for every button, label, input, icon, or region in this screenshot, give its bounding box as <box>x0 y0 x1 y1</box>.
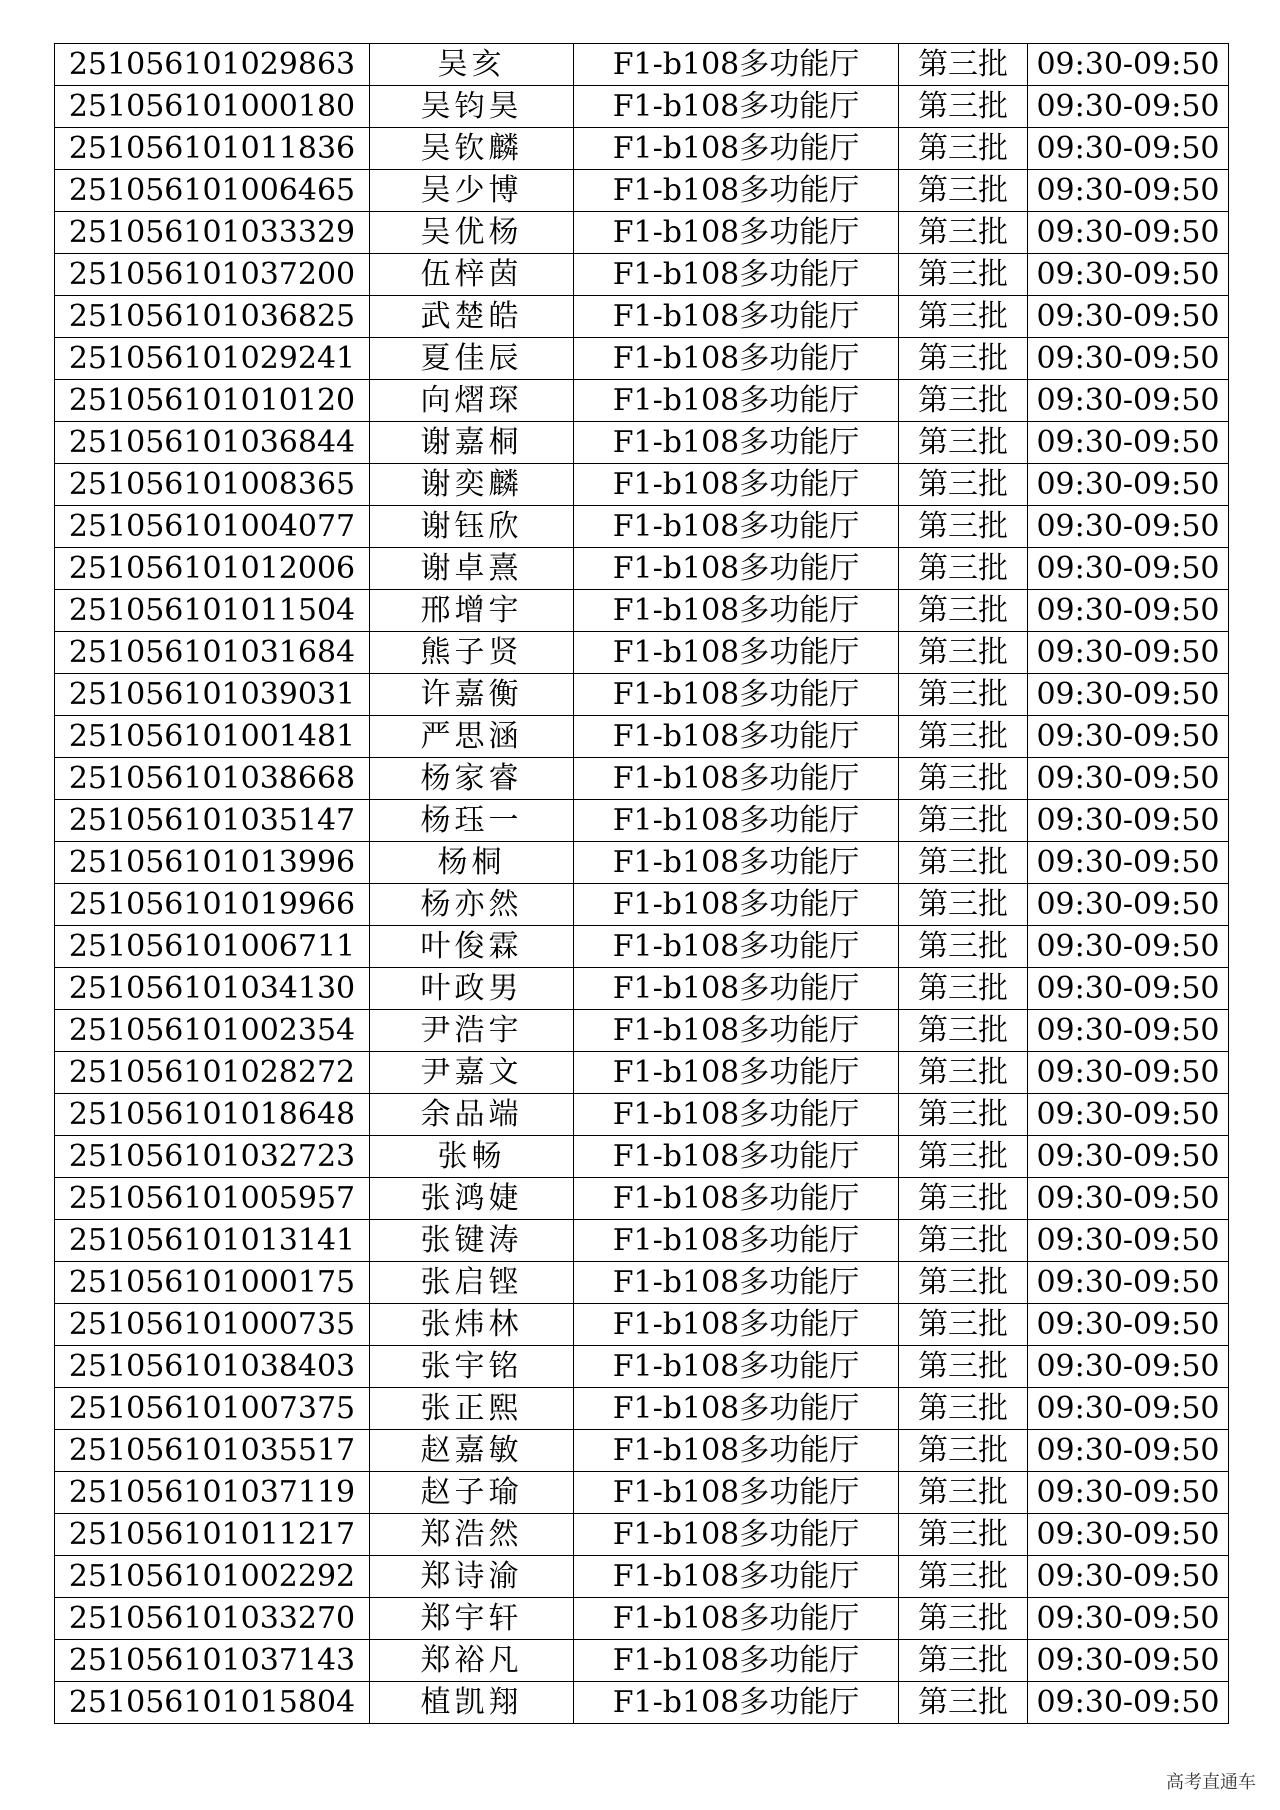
table-row <box>55 926 1229 968</box>
student-name-cell: 谢嘉桐 <box>370 422 574 464</box>
batch-cell: 第三批 <box>899 1094 1028 1136</box>
batch-cell: 第三批 <box>899 1136 1028 1178</box>
batch-cell: 第三批 <box>899 44 1028 86</box>
time-slot-cell: 09:30-09:50 <box>1028 758 1229 800</box>
batch-cell: 第三批 <box>899 1430 1028 1472</box>
time-slot-cell: 09:30-09:50 <box>1028 716 1229 758</box>
exam-id-cell: 251056101004077 <box>55 506 370 548</box>
student-name-cell: 谢卓熹 <box>370 548 574 590</box>
time-slot-cell: 09:30-09:50 <box>1028 1220 1229 1262</box>
table-row <box>55 86 1229 128</box>
time-slot-cell: 09:30-09:50 <box>1028 296 1229 338</box>
student-name-cell: 熊子贤 <box>370 632 574 674</box>
student-name-cell: 吴钦麟 <box>370 128 574 170</box>
student-name-cell: 杨家睿 <box>370 758 574 800</box>
exam-id-cell: 251056101013996 <box>55 842 370 884</box>
batch-cell: 第三批 <box>899 380 1028 422</box>
batch-cell: 第三批 <box>899 1304 1028 1346</box>
batch-cell: 第三批 <box>899 1556 1028 1598</box>
table-row <box>55 1514 1229 1556</box>
exam-room-cell: F1-b108多功能厅 <box>574 1304 899 1346</box>
exam-room-cell: F1-b108多功能厅 <box>574 86 899 128</box>
time-slot-cell: 09:30-09:50 <box>1028 1472 1229 1514</box>
table-row <box>55 1556 1229 1598</box>
exam-room-cell: F1-b108多功能厅 <box>574 1262 899 1304</box>
exam-room-cell: F1-b108多功能厅 <box>574 1094 899 1136</box>
student-name-cell: 叶俊霖 <box>370 926 574 968</box>
exam-id-cell: 251056101005957 <box>55 1178 370 1220</box>
time-slot-cell: 09:30-09:50 <box>1028 884 1229 926</box>
time-slot-cell: 09:30-09:50 <box>1028 422 1229 464</box>
batch-cell: 第三批 <box>899 338 1028 380</box>
table-row <box>55 254 1229 296</box>
table-row <box>55 1010 1229 1052</box>
table-row <box>55 1388 1229 1430</box>
exam-id-cell: 251056101029241 <box>55 338 370 380</box>
exam-id-cell: 251056101019966 <box>55 884 370 926</box>
exam-id-cell: 251056101035517 <box>55 1430 370 1472</box>
exam-room-cell: F1-b108多功能厅 <box>574 1052 899 1094</box>
exam-room-cell: F1-b108多功能厅 <box>574 296 899 338</box>
student-name-cell: 张宇铭 <box>370 1346 574 1388</box>
exam-id-cell: 251056101000180 <box>55 86 370 128</box>
exam-room-cell: F1-b108多功能厅 <box>574 464 899 506</box>
time-slot-cell: 09:30-09:50 <box>1028 212 1229 254</box>
table-row <box>55 464 1229 506</box>
time-slot-cell: 09:30-09:50 <box>1028 1178 1229 1220</box>
batch-cell: 第三批 <box>899 632 1028 674</box>
exam-room-cell: F1-b108多功能厅 <box>574 1010 899 1052</box>
exam-room-cell: F1-b108多功能厅 <box>574 758 899 800</box>
time-slot-cell: 09:30-09:50 <box>1028 1514 1229 1556</box>
time-slot-cell: 09:30-09:50 <box>1028 380 1229 422</box>
time-slot-cell: 09:30-09:50 <box>1028 674 1229 716</box>
batch-cell: 第三批 <box>899 926 1028 968</box>
batch-cell: 第三批 <box>899 86 1028 128</box>
table-row <box>55 1640 1229 1682</box>
table-row <box>55 548 1229 590</box>
batch-cell: 第三批 <box>899 1220 1028 1262</box>
time-slot-cell: 09:30-09:50 <box>1028 1346 1229 1388</box>
exam-room-cell: F1-b108多功能厅 <box>574 128 899 170</box>
exam-id-cell: 251056101002354 <box>55 1010 370 1052</box>
table-row <box>55 44 1229 86</box>
table-row <box>55 884 1229 926</box>
student-name-cell: 赵子瑜 <box>370 1472 574 1514</box>
batch-cell: 第三批 <box>899 128 1028 170</box>
time-slot-cell: 09:30-09:50 <box>1028 1262 1229 1304</box>
table-row <box>55 212 1229 254</box>
exam-id-cell: 251056101037119 <box>55 1472 370 1514</box>
exam-id-cell: 251056101012006 <box>55 548 370 590</box>
student-name-cell: 赵嘉敏 <box>370 1430 574 1472</box>
exam-id-cell: 251056101029863 <box>55 44 370 86</box>
student-name-cell: 许嘉衡 <box>370 674 574 716</box>
batch-cell: 第三批 <box>899 548 1028 590</box>
exam-room-cell: F1-b108多功能厅 <box>574 1598 899 1640</box>
batch-cell: 第三批 <box>899 800 1028 842</box>
table-row <box>55 800 1229 842</box>
exam-id-cell: 251056101013141 <box>55 1220 370 1262</box>
exam-room-cell: F1-b108多功能厅 <box>574 170 899 212</box>
table-row <box>55 296 1229 338</box>
time-slot-cell: 09:30-09:50 <box>1028 632 1229 674</box>
batch-cell: 第三批 <box>899 1010 1028 1052</box>
time-slot-cell: 09:30-09:50 <box>1028 338 1229 380</box>
exam-room-cell: F1-b108多功能厅 <box>574 1682 899 1724</box>
batch-cell: 第三批 <box>899 1178 1028 1220</box>
exam-room-cell: F1-b108多功能厅 <box>574 1514 899 1556</box>
exam-room-cell: F1-b108多功能厅 <box>574 800 899 842</box>
table-row <box>55 968 1229 1010</box>
student-name-cell: 尹浩宇 <box>370 1010 574 1052</box>
batch-cell: 第三批 <box>899 1640 1028 1682</box>
time-slot-cell: 09:30-09:50 <box>1028 1304 1229 1346</box>
student-name-cell: 向熠琛 <box>370 380 574 422</box>
exam-room-cell: F1-b108多功能厅 <box>574 716 899 758</box>
student-name-cell: 杨珏一 <box>370 800 574 842</box>
time-slot-cell: 09:30-09:50 <box>1028 1136 1229 1178</box>
exam-room-cell: F1-b108多功能厅 <box>574 1346 899 1388</box>
table-row <box>55 422 1229 464</box>
time-slot-cell: 09:30-09:50 <box>1028 170 1229 212</box>
batch-cell: 第三批 <box>899 1262 1028 1304</box>
time-slot-cell: 09:30-09:50 <box>1028 44 1229 86</box>
exam-id-cell: 251056101001481 <box>55 716 370 758</box>
table-row <box>55 674 1229 716</box>
exam-id-cell: 251056101036844 <box>55 422 370 464</box>
exam-room-cell: F1-b108多功能厅 <box>574 884 899 926</box>
exam-room-cell: F1-b108多功能厅 <box>574 842 899 884</box>
time-slot-cell: 09:30-09:50 <box>1028 842 1229 884</box>
time-slot-cell: 09:30-09:50 <box>1028 464 1229 506</box>
exam-room-cell: F1-b108多功能厅 <box>574 44 899 86</box>
exam-id-cell: 251056101006711 <box>55 926 370 968</box>
exam-id-cell: 251056101033329 <box>55 212 370 254</box>
exam-id-cell: 251056101039031 <box>55 674 370 716</box>
exam-id-cell: 251056101033270 <box>55 1598 370 1640</box>
exam-id-cell: 251056101037143 <box>55 1640 370 1682</box>
time-slot-cell: 09:30-09:50 <box>1028 548 1229 590</box>
time-slot-cell: 09:30-09:50 <box>1028 968 1229 1010</box>
table-row <box>55 1430 1229 1472</box>
exam-room-cell: F1-b108多功能厅 <box>574 338 899 380</box>
exam-id-cell: 251056101034130 <box>55 968 370 1010</box>
time-slot-cell: 09:30-09:50 <box>1028 590 1229 632</box>
exam-id-cell: 251056101037200 <box>55 254 370 296</box>
table-row <box>55 380 1229 422</box>
student-name-cell: 谢钰欣 <box>370 506 574 548</box>
batch-cell: 第三批 <box>899 1598 1028 1640</box>
time-slot-cell: 09:30-09:50 <box>1028 1682 1229 1724</box>
watermark-text: 高考直通车 <box>1166 1772 1256 1793</box>
exam-id-cell: 251056101006465 <box>55 170 370 212</box>
exam-room-cell: F1-b108多功能厅 <box>574 1640 899 1682</box>
time-slot-cell: 09:30-09:50 <box>1028 926 1229 968</box>
student-name-cell: 杨亦然 <box>370 884 574 926</box>
batch-cell: 第三批 <box>899 254 1028 296</box>
time-slot-cell: 09:30-09:50 <box>1028 1094 1229 1136</box>
batch-cell: 第三批 <box>899 842 1028 884</box>
exam-room-cell: F1-b108多功能厅 <box>574 1430 899 1472</box>
batch-cell: 第三批 <box>899 1052 1028 1094</box>
table-row <box>55 1178 1229 1220</box>
exam-room-cell: F1-b108多功能厅 <box>574 926 899 968</box>
batch-cell: 第三批 <box>899 296 1028 338</box>
student-name-cell: 杨桐 <box>370 842 574 884</box>
time-slot-cell: 09:30-09:50 <box>1028 128 1229 170</box>
time-slot-cell: 09:30-09:50 <box>1028 1640 1229 1682</box>
table-row <box>55 590 1229 632</box>
student-name-cell: 植凯翔 <box>370 1682 574 1724</box>
student-name-cell: 邢增宇 <box>370 590 574 632</box>
exam-id-cell: 251056101000735 <box>55 1304 370 1346</box>
roster-body <box>55 44 1229 1724</box>
student-name-cell: 郑宇轩 <box>370 1598 574 1640</box>
exam-room-cell: F1-b108多功能厅 <box>574 254 899 296</box>
student-name-cell: 郑裕凡 <box>370 1640 574 1682</box>
table-row <box>55 1136 1229 1178</box>
batch-cell: 第三批 <box>899 1388 1028 1430</box>
time-slot-cell: 09:30-09:50 <box>1028 254 1229 296</box>
student-name-cell: 吴少博 <box>370 170 574 212</box>
table-row <box>55 758 1229 800</box>
student-name-cell: 吴优杨 <box>370 212 574 254</box>
exam-id-cell: 251056101002292 <box>55 1556 370 1598</box>
batch-cell: 第三批 <box>899 674 1028 716</box>
exam-id-cell: 251056101008365 <box>55 464 370 506</box>
batch-cell: 第三批 <box>899 170 1028 212</box>
student-name-cell: 谢奕麟 <box>370 464 574 506</box>
exam-room-cell: F1-b108多功能厅 <box>574 590 899 632</box>
table-row <box>55 338 1229 380</box>
batch-cell: 第三批 <box>899 1682 1028 1724</box>
student-name-cell: 吴亥 <box>370 44 574 86</box>
batch-cell: 第三批 <box>899 968 1028 1010</box>
exam-room-cell: F1-b108多功能厅 <box>574 422 899 464</box>
batch-cell: 第三批 <box>899 1346 1028 1388</box>
batch-cell: 第三批 <box>899 1472 1028 1514</box>
time-slot-cell: 09:30-09:50 <box>1028 1010 1229 1052</box>
student-name-cell: 尹嘉文 <box>370 1052 574 1094</box>
exam-id-cell: 251056101011836 <box>55 128 370 170</box>
student-name-cell: 严思涵 <box>370 716 574 758</box>
student-name-cell: 张畅 <box>370 1136 574 1178</box>
batch-cell: 第三批 <box>899 212 1028 254</box>
exam-room-cell: F1-b108多功能厅 <box>574 506 899 548</box>
time-slot-cell: 09:30-09:50 <box>1028 1430 1229 1472</box>
student-name-cell: 夏佳辰 <box>370 338 574 380</box>
student-name-cell: 张启铿 <box>370 1262 574 1304</box>
student-name-cell: 武楚皓 <box>370 296 574 338</box>
exam-room-cell: F1-b108多功能厅 <box>574 1178 899 1220</box>
time-slot-cell: 09:30-09:50 <box>1028 1388 1229 1430</box>
batch-cell: 第三批 <box>899 422 1028 464</box>
table-row <box>55 506 1229 548</box>
exam-room-cell: F1-b108多功能厅 <box>574 1388 899 1430</box>
exam-id-cell: 251056101000175 <box>55 1262 370 1304</box>
batch-cell: 第三批 <box>899 884 1028 926</box>
exam-id-cell: 251056101028272 <box>55 1052 370 1094</box>
exam-id-cell: 251056101011504 <box>55 590 370 632</box>
exam-id-cell: 251056101038403 <box>55 1346 370 1388</box>
exam-id-cell: 251056101035147 <box>55 800 370 842</box>
exam-id-cell: 251056101018648 <box>55 1094 370 1136</box>
table-row <box>55 1094 1229 1136</box>
table-row <box>55 1598 1229 1640</box>
time-slot-cell: 09:30-09:50 <box>1028 800 1229 842</box>
exam-room-cell: F1-b108多功能厅 <box>574 968 899 1010</box>
exam-id-cell: 251056101007375 <box>55 1388 370 1430</box>
time-slot-cell: 09:30-09:50 <box>1028 1052 1229 1094</box>
exam-room-cell: F1-b108多功能厅 <box>574 674 899 716</box>
exam-room-cell: F1-b108多功能厅 <box>574 632 899 674</box>
time-slot-cell: 09:30-09:50 <box>1028 1556 1229 1598</box>
exam-room-cell: F1-b108多功能厅 <box>574 1220 899 1262</box>
exam-room-cell: F1-b108多功能厅 <box>574 380 899 422</box>
table-row <box>55 1052 1229 1094</box>
batch-cell: 第三批 <box>899 716 1028 758</box>
exam-room-cell: F1-b108多功能厅 <box>574 1136 899 1178</box>
student-name-cell: 张键涛 <box>370 1220 574 1262</box>
student-name-cell: 吴钧昊 <box>370 86 574 128</box>
table-row <box>55 716 1229 758</box>
exam-room-cell: F1-b108多功能厅 <box>574 1556 899 1598</box>
table-row <box>55 1220 1229 1262</box>
time-slot-cell: 09:30-09:50 <box>1028 86 1229 128</box>
table-row <box>55 1682 1229 1724</box>
student-name-cell: 郑浩然 <box>370 1514 574 1556</box>
exam-room-cell: F1-b108多功能厅 <box>574 1472 899 1514</box>
exam-id-cell: 251056101010120 <box>55 380 370 422</box>
table-row <box>55 128 1229 170</box>
batch-cell: 第三批 <box>899 758 1028 800</box>
student-name-cell: 叶政男 <box>370 968 574 1010</box>
table-row <box>55 1304 1229 1346</box>
table-row <box>55 842 1229 884</box>
exam-id-cell: 251056101015804 <box>55 1682 370 1724</box>
time-slot-cell: 09:30-09:50 <box>1028 1598 1229 1640</box>
exam-roster-table <box>54 43 1229 1724</box>
exam-room-cell: F1-b108多功能厅 <box>574 212 899 254</box>
table-row <box>55 1346 1229 1388</box>
batch-cell: 第三批 <box>899 506 1028 548</box>
exam-id-cell: 251056101038668 <box>55 758 370 800</box>
exam-room-cell: F1-b108多功能厅 <box>574 548 899 590</box>
table-row <box>55 1472 1229 1514</box>
table-row <box>55 632 1229 674</box>
batch-cell: 第三批 <box>899 590 1028 632</box>
table-row <box>55 1262 1229 1304</box>
student-name-cell: 伍梓茵 <box>370 254 574 296</box>
exam-id-cell: 251056101011217 <box>55 1514 370 1556</box>
exam-id-cell: 251056101036825 <box>55 296 370 338</box>
student-name-cell: 张炜林 <box>370 1304 574 1346</box>
batch-cell: 第三批 <box>899 1514 1028 1556</box>
time-slot-cell: 09:30-09:50 <box>1028 506 1229 548</box>
batch-cell: 第三批 <box>899 464 1028 506</box>
student-name-cell: 张正熙 <box>370 1388 574 1430</box>
exam-id-cell: 251056101032723 <box>55 1136 370 1178</box>
student-name-cell: 郑诗渝 <box>370 1556 574 1598</box>
student-name-cell: 余品端 <box>370 1094 574 1136</box>
table-row <box>55 170 1229 212</box>
exam-id-cell: 251056101031684 <box>55 632 370 674</box>
student-name-cell: 张鸿婕 <box>370 1178 574 1220</box>
